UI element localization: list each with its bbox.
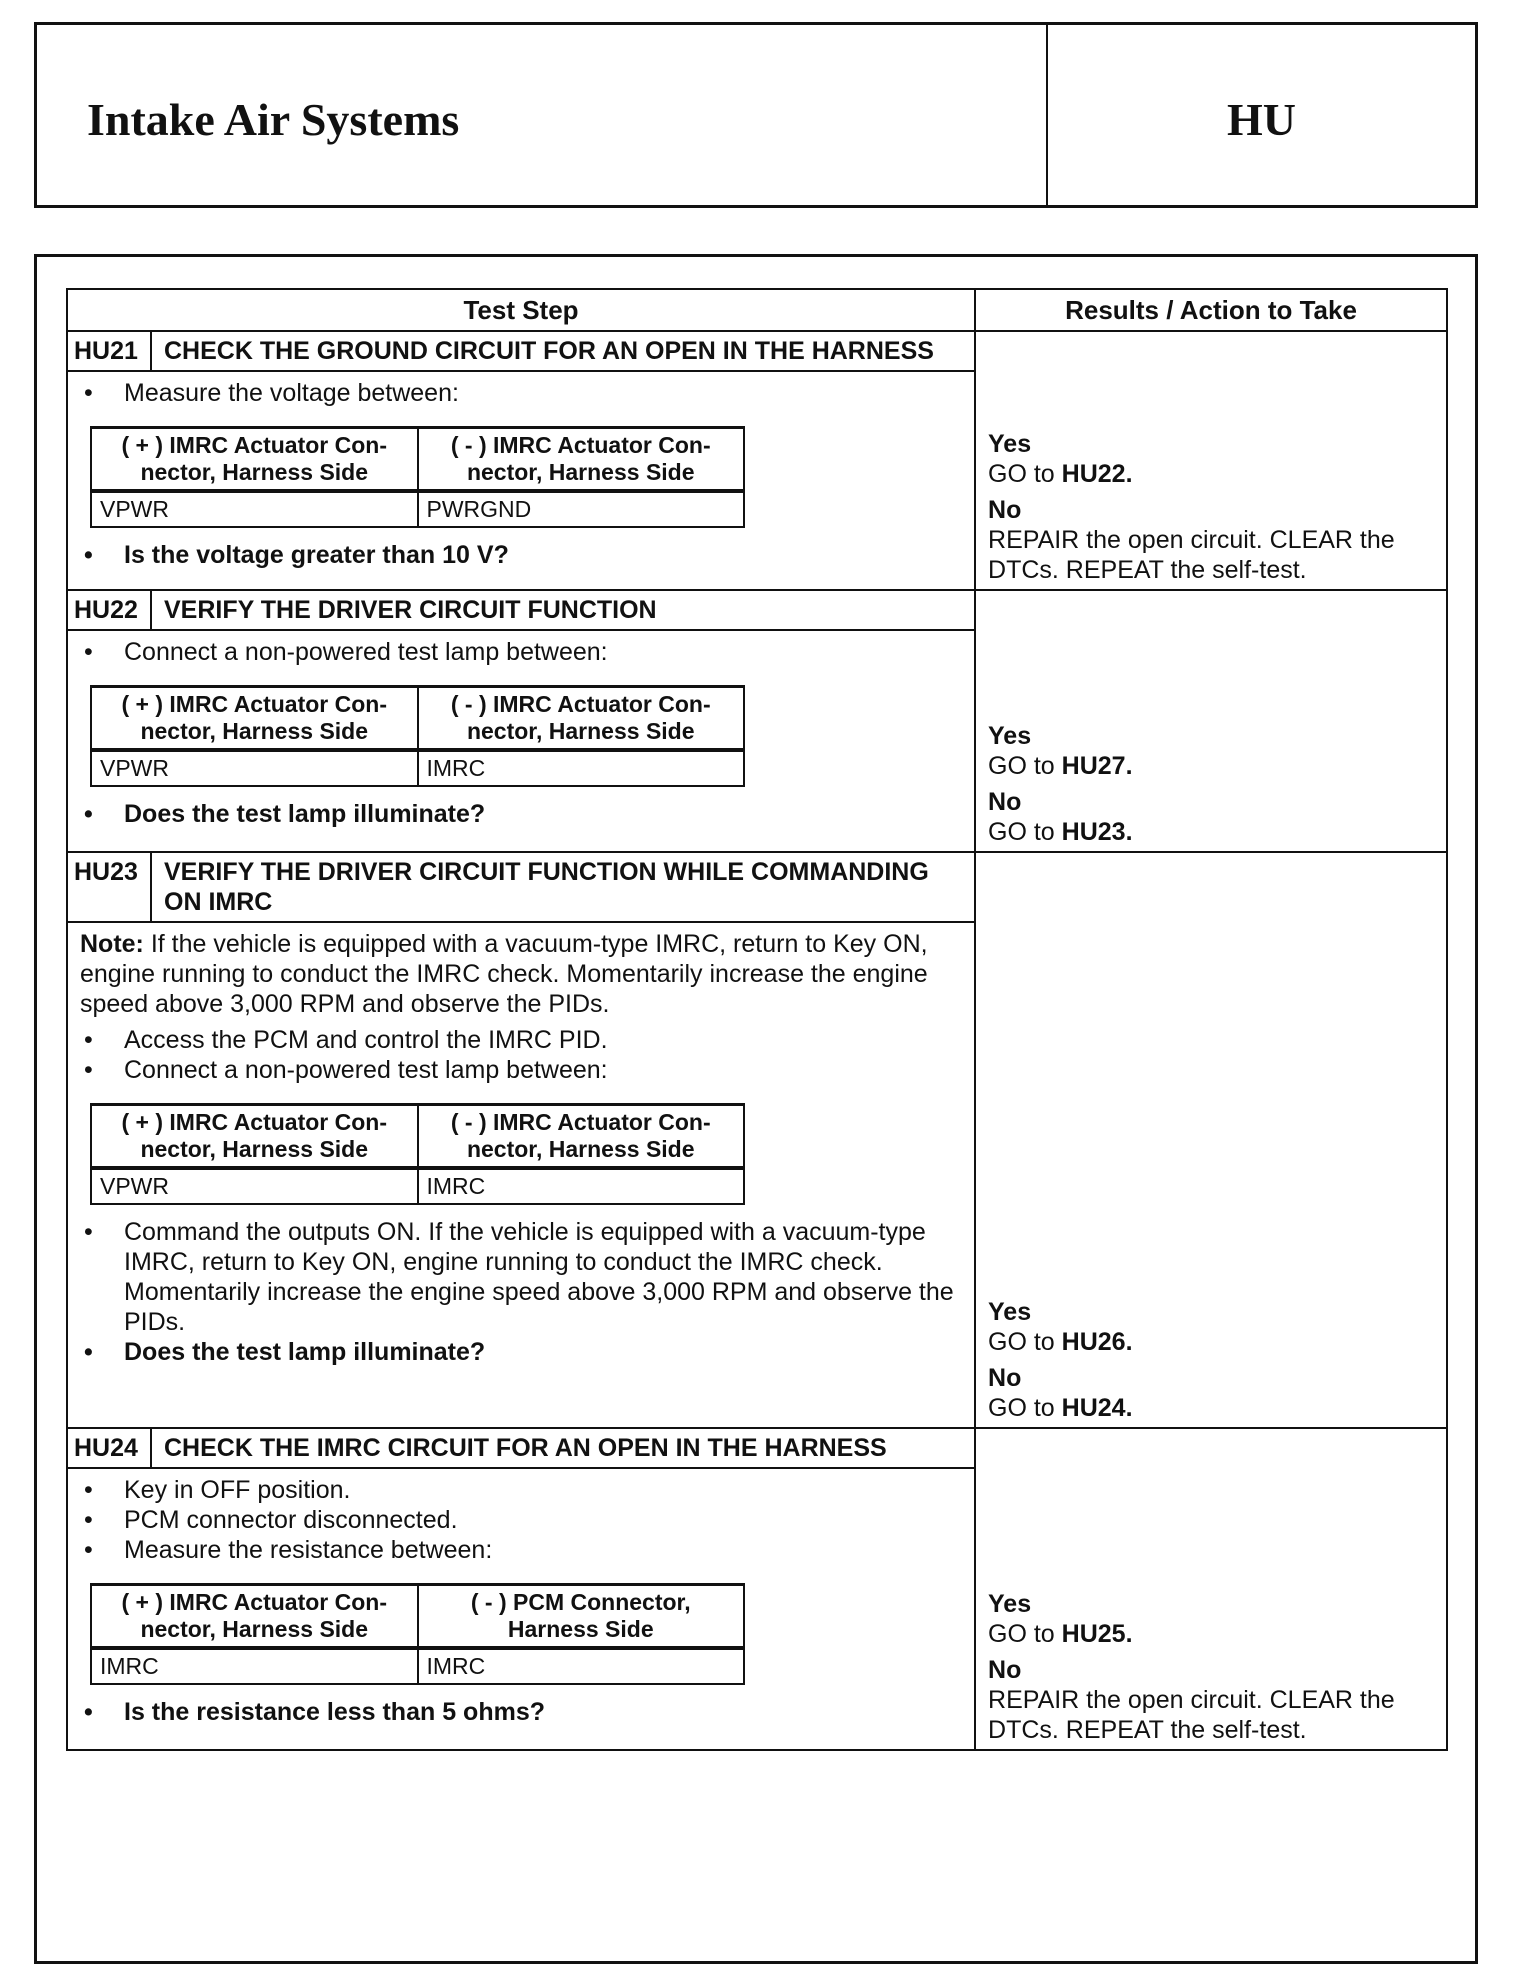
connector-value: IMRC <box>418 750 745 786</box>
step-row <box>67 331 1447 371</box>
step-body <box>67 630 975 852</box>
question-item: • Does the test lamp illuminate? <box>80 1337 962 1367</box>
connector-header: ( + ) IMRC Actuator Con-nector, Harness Side <box>91 428 418 492</box>
connector-table <box>90 685 745 787</box>
connector-header: ( + ) IMRC Actuator Con-nector, Harness Side <box>91 1585 418 1649</box>
step-title: CHECK THE IMRC CIRCUIT FOR AN OPEN IN THE HARNESS <box>151 1428 975 1468</box>
yes-target-link[interactable]: HU27. <box>1061 752 1133 780</box>
step-results <box>975 1428 1447 1750</box>
yes-target-link[interactable]: HU26. <box>1061 1328 1133 1356</box>
bullet-item: • Measure the resistance between: <box>80 1535 962 1565</box>
col-test-step: Test Step <box>67 289 975 331</box>
step-body <box>67 1468 975 1750</box>
bullet-item: • PCM connector disconnected. <box>80 1505 962 1535</box>
step-title: VERIFY THE DRIVER CIRCUIT FUNCTION <box>151 590 975 630</box>
step-results <box>975 852 1447 1428</box>
no-label: No <box>988 788 1022 816</box>
yes-action: GO to HU26. <box>988 1328 1133 1356</box>
step-body <box>67 922 975 1428</box>
connector-value: IMRC <box>91 1648 418 1684</box>
note: Note: If the vehicle is equipped with a vacuum-type IMRC, return to Key ON, engine running to conduct the IMRC check. Momentarily increase the engine speed above 3,000 RPM and observe the PIDs. <box>80 930 928 1018</box>
test-step-table <box>66 288 1448 1751</box>
question-item: • Is the resistance less than 5 ohms? <box>80 1697 962 1727</box>
no-target-link[interactable]: HU24. <box>1061 1394 1133 1422</box>
connector-header: ( - ) IMRC Actuator Con-nector, Harness Side <box>418 428 745 492</box>
step-row <box>67 590 1447 630</box>
step-id: HU23 <box>67 852 151 922</box>
no-label: No <box>988 1656 1022 1684</box>
step-id: HU24 <box>67 1428 151 1468</box>
yes-label: Yes <box>988 430 1032 458</box>
question-item: • Is the voltage greater than 10 V? <box>80 540 962 570</box>
no-target-link[interactable]: HU23. <box>1061 818 1133 846</box>
yes-action: GO to HU25. <box>988 1620 1133 1648</box>
connector-header: ( + ) IMRC Actuator Con-nector, Harness Side <box>91 1105 418 1169</box>
connector-value: VPWR <box>91 491 418 527</box>
page-title: Intake Air Systems <box>87 94 460 145</box>
step-id: HU22 <box>67 590 151 630</box>
col-results: Results / Action to Take <box>975 289 1447 331</box>
question-item: • Does the test lamp illuminate? <box>80 799 962 829</box>
bullet-item: • Connect a non-powered test lamp between: <box>80 1055 962 1085</box>
bullet-item: • Connect a non-powered test lamp between: <box>80 637 962 667</box>
step-results <box>975 331 1447 590</box>
connector-header: ( - ) PCM Connector, Harness Side <box>418 1585 745 1649</box>
bullet-item: • Key in OFF position. <box>80 1475 962 1505</box>
step-title: VERIFY THE DRIVER CIRCUIT FUNCTION WHILE COMMANDING ON IMRC <box>151 852 975 922</box>
yes-action: GO to HU27. <box>988 752 1133 780</box>
connector-table <box>90 1103 745 1205</box>
yes-target-link[interactable]: HU25. <box>1061 1620 1133 1648</box>
section-code: HU <box>1227 94 1296 145</box>
connector-header: ( - ) IMRC Actuator Con-nector, Harness Side <box>418 1105 745 1169</box>
no-label: No <box>988 496 1022 524</box>
bullet-item: • Access the PCM and control the IMRC PID. <box>80 1025 962 1055</box>
connector-value: VPWR <box>91 1168 418 1204</box>
connector-table <box>90 1583 745 1685</box>
yes-label: Yes <box>988 1590 1032 1618</box>
step-title: CHECK THE GROUND CIRCUIT FOR AN OPEN IN THE HARNESS <box>151 331 975 371</box>
step-row <box>67 852 1447 922</box>
no-action: GO to HU24. <box>988 1394 1133 1422</box>
no-label: No <box>988 1364 1022 1392</box>
bullet-item: • Command the outputs ON. If the vehicle is equipped with a vacuum-type IMRC, return to Key ON, engine running to conduct the IMRC check. Momentarily increase the engine speed above 3,000 RPM and observe the PIDs. <box>80 1217 962 1337</box>
yes-label: Yes <box>988 1298 1032 1326</box>
no-action: REPAIR the open circuit. CLEAR the DTCs. REPEAT the self-test. <box>988 526 1395 584</box>
page-header <box>34 22 1478 208</box>
step-row <box>67 1428 1447 1468</box>
connector-header: ( - ) IMRC Actuator Con-nector, Harness Side <box>418 687 745 751</box>
step-id: HU21 <box>67 331 151 371</box>
yes-target-link[interactable]: HU22. <box>1061 460 1133 488</box>
no-action: REPAIR the open circuit. CLEAR the DTCs. REPEAT the self-test. <box>988 1686 1395 1744</box>
connector-value: IMRC <box>418 1648 745 1684</box>
connector-table <box>90 426 745 528</box>
connector-value: IMRC <box>418 1168 745 1204</box>
no-action: GO to HU23. <box>988 818 1133 846</box>
bullet-item: • Measure the voltage between: <box>80 378 962 408</box>
connector-header: ( + ) IMRC Actuator Con-nector, Harness Side <box>91 687 418 751</box>
step-body <box>67 371 975 590</box>
yes-action: GO to HU22. <box>988 460 1133 488</box>
connector-value: VPWR <box>91 750 418 786</box>
connector-value: PWRGND <box>418 491 745 527</box>
yes-label: Yes <box>988 722 1032 750</box>
step-results <box>975 590 1447 852</box>
